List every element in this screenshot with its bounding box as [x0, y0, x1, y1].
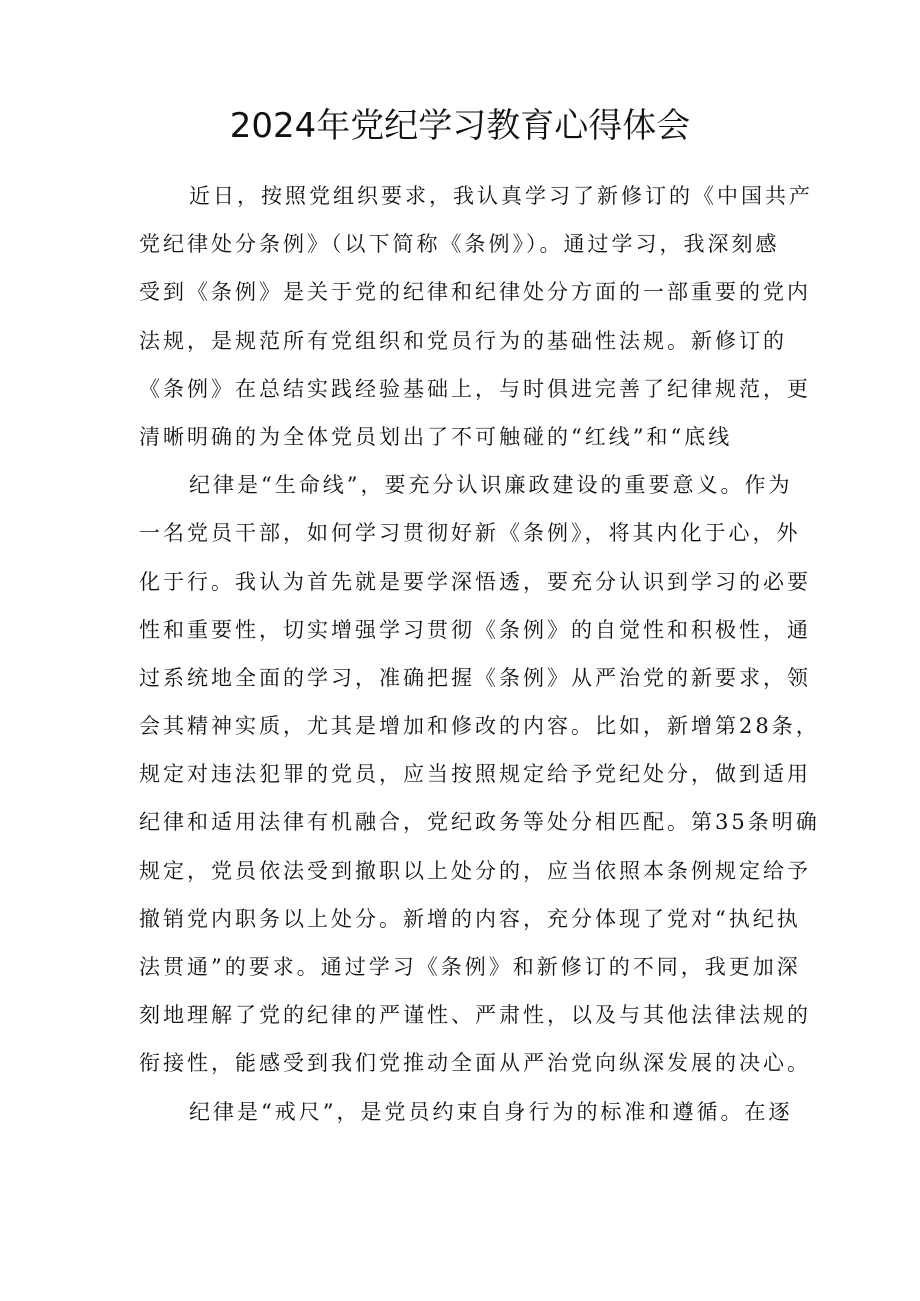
- paragraph-line: 《条例》在总结实践经验基础上，与时俱进完善了纪律规范，更: [139, 376, 811, 401]
- paragraph-line: 近日，按照党组织要求，我认真学习了新修订的《中国共产: [189, 184, 813, 208]
- paragraph-line: 过系统地全面的学习，准确把握《条例》从严治党的新要求，领: [139, 665, 811, 690]
- document-title: 2024年党纪学习教育心得体会: [229, 106, 691, 146]
- paragraph-line: 化于行。我认为首先就是要学深悟透，要充分认识到学习的必要: [139, 569, 811, 594]
- paragraph-line: 法规，是规范所有党组织和党员行为的基础性法规。新修订的: [139, 328, 787, 353]
- paragraph-line: 一名党员干部，如何学习贯彻好新《条例》，将其内化于心，外: [139, 521, 801, 546]
- paragraph-line: 纪律是“戒尺”，是党员约束自身行为的标准和遵循。在逐: [189, 1099, 793, 1124]
- paragraph-line: 纪律是“生命线”，要充分认识廉政建设的重要意义。作为: [189, 473, 793, 498]
- paragraph-line: 会其精神实质，尤其是增加和修改的内容。比如，新增第28条，: [139, 714, 820, 739]
- paragraph-line: 性和重要性，切实增强学习贯彻《条例》的自觉性和积极性，通: [139, 617, 811, 642]
- paragraph-line: 规定，党员依法受到撤职以上处分的，应当依照本条例规定给予: [139, 858, 811, 883]
- paragraph-line: 纪律和适用法律有机融合，党纪政务等处分相匹配。第35条明确: [139, 810, 820, 835]
- paragraph-line: 党纪律处分条例》（以下简称《条例》）。通过学习，我深刻感: [139, 232, 780, 257]
- paragraph-line: 法贯通”的要求。通过学习《条例》和新修订的不同，我更加深: [139, 955, 801, 979]
- paragraph-line: 规定对违法犯罪的党员，应当按照规定给予党纪处分，做到适用: [139, 762, 811, 787]
- document-body: [139, 172, 820, 1136]
- paragraph-line: 撤销党内职务以上处分。新增的内容，充分体现了党对“执纪执: [139, 906, 801, 931]
- paragraph-line: 衔接性，能感受到我们党推动全面从严治党向纵深发展的决心。: [139, 1051, 811, 1076]
- paragraph-line: 受到《条例》是关于党的纪律和纪律处分方面的一部重要的党内: [139, 280, 811, 305]
- paragraph-line: 刻地理解了党的纪律的严谨性、严肃性，以及与其他法律法规的: [139, 1003, 811, 1028]
- paragraph-line: 清晰明确的为全体党员划出了不可触碰的“红线”和“底线: [139, 424, 733, 449]
